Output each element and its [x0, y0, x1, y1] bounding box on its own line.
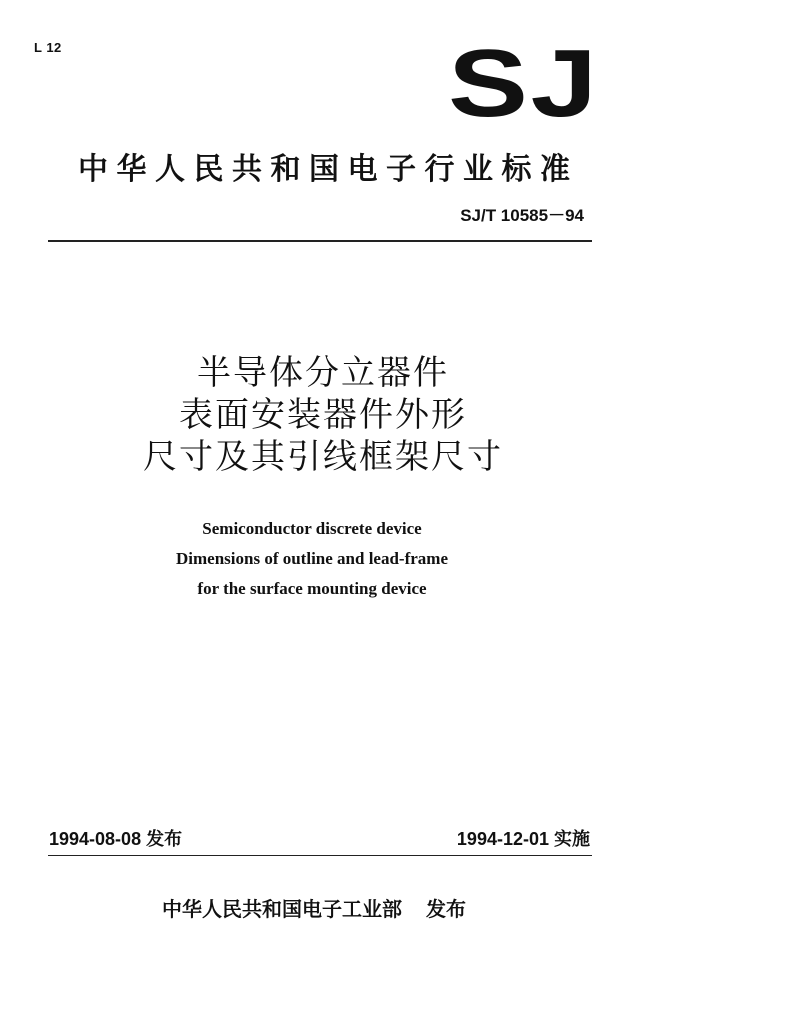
chinese-title [0, 352, 646, 478]
english-title-line-3: for the surface mounting device [197, 579, 427, 598]
bottom-divider [48, 855, 592, 856]
effective-date: 1994-12-01 实施 [456, 829, 590, 849]
english-title-line-2: Dimensions of outline and lead-frame [176, 549, 448, 568]
issue-date: 1994-08-08 发布 [49, 829, 183, 849]
publisher-name: 中华人民共和国电子工业部 [162, 897, 402, 921]
standard-title: 中华人民共和国电子行业标准 [78, 152, 579, 187]
sj-logo: SJ [448, 30, 600, 137]
classification-code: L 12 [34, 40, 62, 55]
standard-number: SJ/T 10585－94 [460, 206, 584, 225]
publisher [162, 893, 466, 922]
top-divider [48, 240, 592, 242]
chinese-title-line-2: 表面安装器件外形 [179, 395, 467, 435]
english-title-line-1: Semiconductor discrete device [202, 519, 422, 538]
chinese-title-line-3: 尺寸及其引线框架尺寸 [143, 437, 503, 477]
publisher-action: 发布 [426, 897, 466, 921]
chinese-title-line-1: 半导体分立器件 [197, 353, 449, 393]
english-title [0, 514, 624, 604]
